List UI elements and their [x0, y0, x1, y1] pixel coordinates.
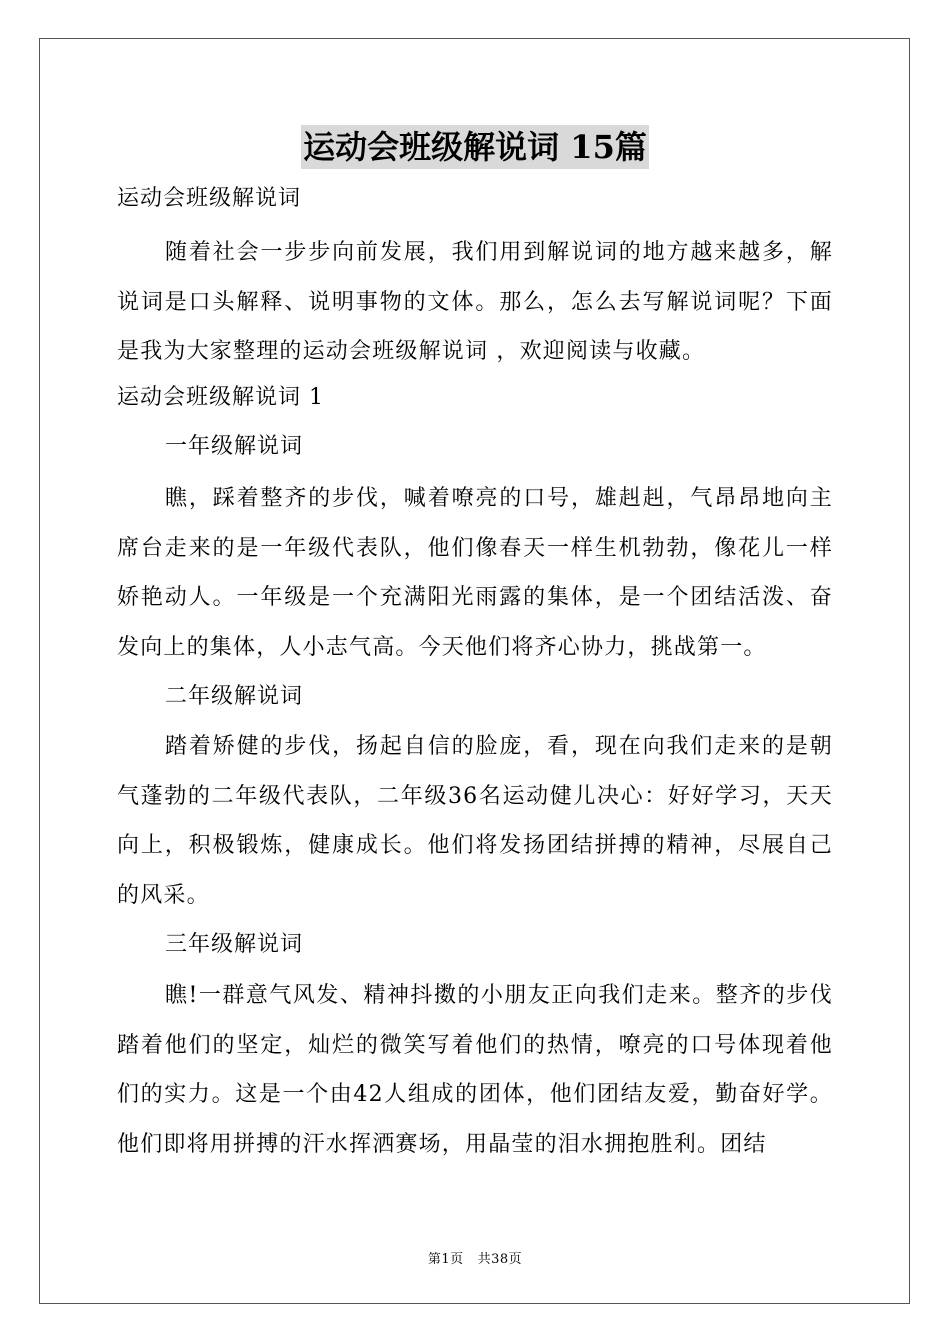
document-title: 运动会班级解说词 15篇	[301, 125, 649, 169]
grade1-heading: 一年级解说词	[165, 434, 304, 459]
page-number: 第1页	[427, 1252, 464, 1267]
document-title-wrap	[0, 125, 950, 169]
grade2-paragraph: 踏着矫健的步伐，扬起自信的脸庞，看，现在向我们走来的是朝气蓬勃的二年级代表队，二年级36名运动健儿决心：好好学习，天天向上，积极锻炼，健康成长。他们将发扬团结拼搏的精神，尽展自己的风采。	[117, 734, 833, 908]
page-footer	[0, 1248, 950, 1267]
grade3-paragraph: 瞧!一群意气风发、精神抖擞的小朋友正向我们走来。整齐的步伐踏着他们的坚定，灿烂的微笑写着他们的热情，嘹亮的口号体现着他们的实力。这是一个由42人组成的团体，他们团结友爱，勤奋好学。他们即将用拼搏的汗水挥洒赛场，用晶莹的泪水拥抱胜利。团结	[117, 983, 833, 1157]
grade2-heading: 二年级解说词	[165, 684, 304, 709]
intro-heading: 运动会班级解说词	[117, 186, 302, 211]
page-total: 共38页	[477, 1252, 523, 1267]
section-heading: 运动会班级解说词 1	[117, 385, 324, 410]
grade3-heading: 三年级解说词	[165, 932, 304, 957]
grade1-paragraph: 瞧，踩着整齐的步伐，喊着嘹亮的口号，雄赳赳，气昂昂地向主席台走来的是一年级代表队，他们像春天一样生机勃勃，像花儿一样娇艳动人。一年级是一个充满阳光雨露的集体，是一个团结活泼、奋发向上的集体，人小志气高。今天他们将齐心协力，挑战第一。	[117, 486, 833, 660]
intro-paragraph: 随着社会一步步向前发展，我们用到解说词的地方越来越多，解说词是口头解释、说明事物的文体。那么，怎么去写解说词呢？下面是我为大家整理的运动会班级解说词 ，欢迎阅读与收藏。	[117, 240, 833, 364]
